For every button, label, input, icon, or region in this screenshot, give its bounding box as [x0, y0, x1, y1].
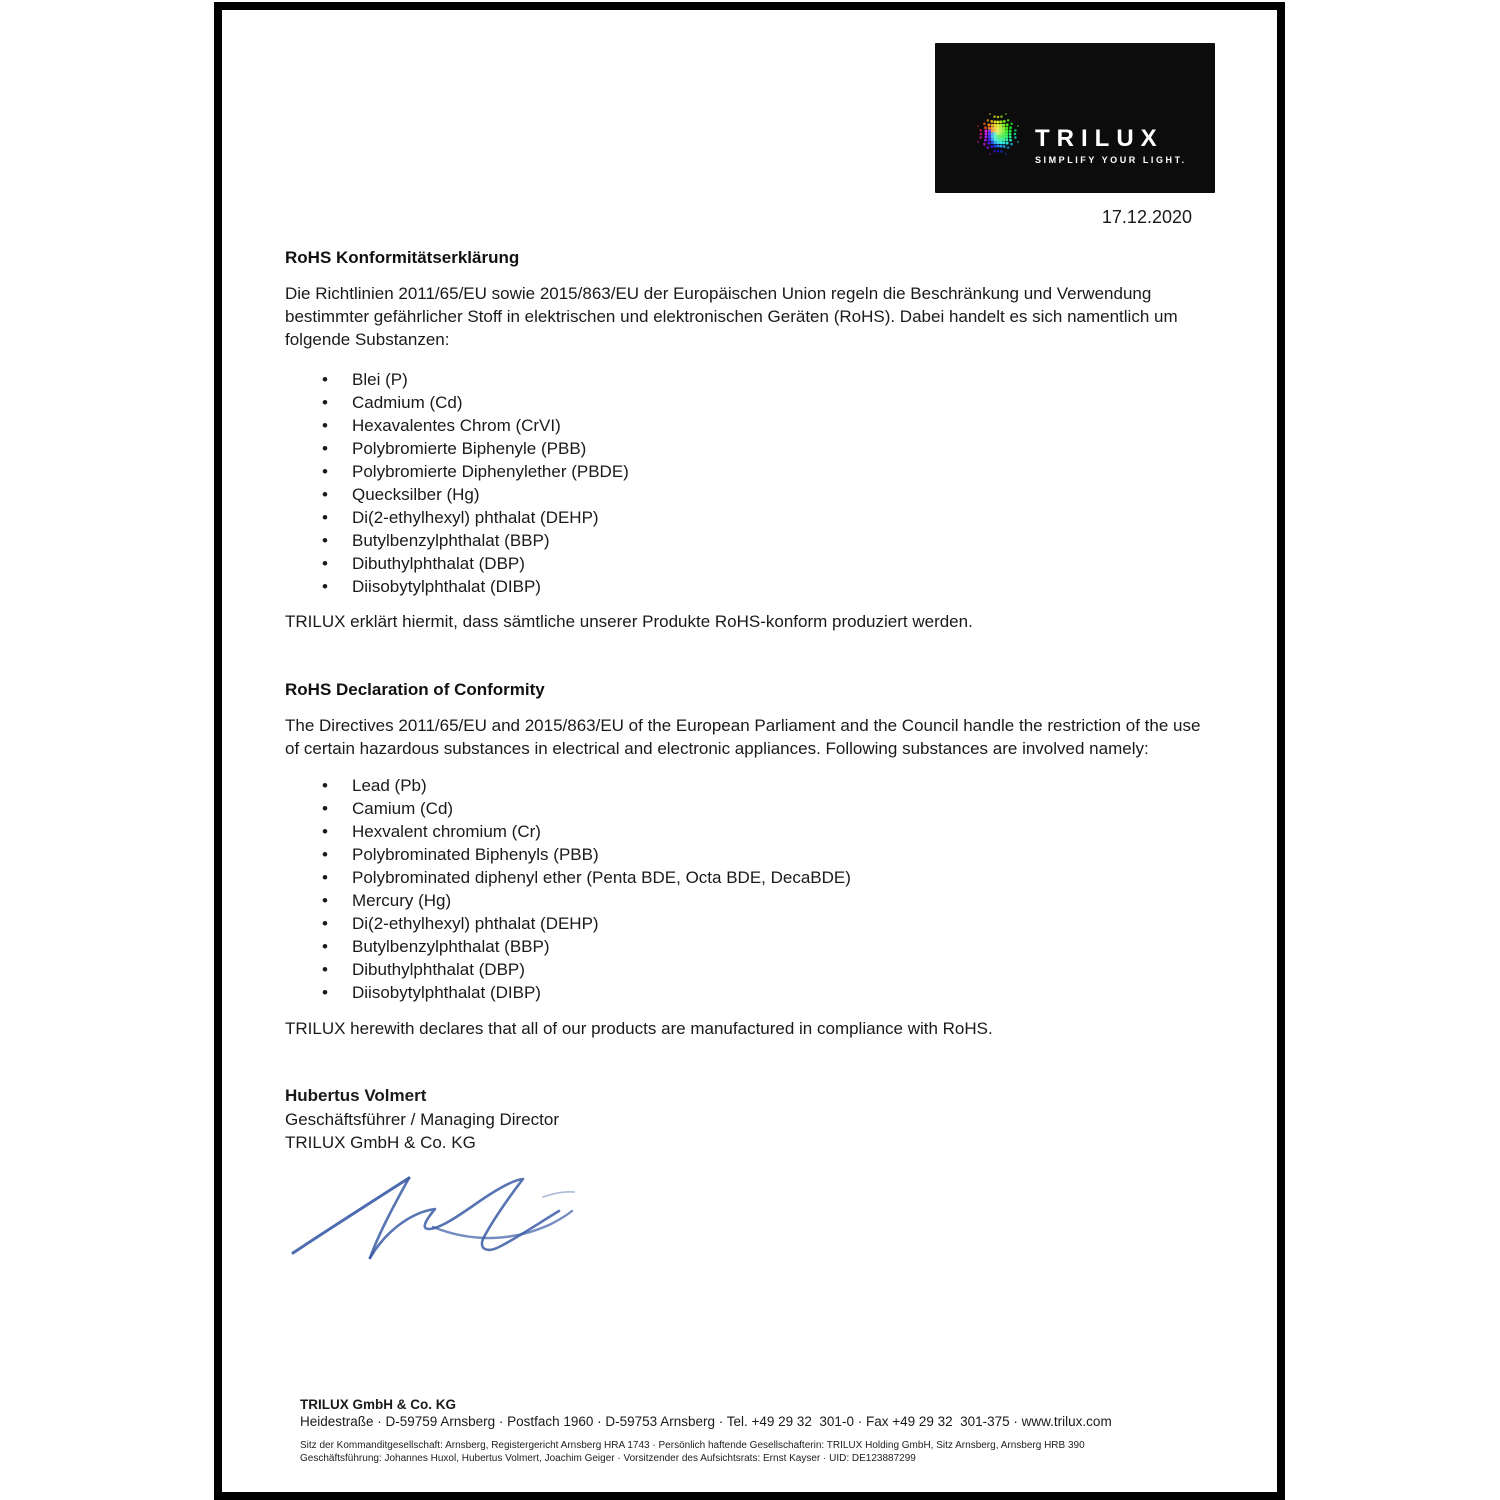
trilux-globe-icon	[973, 109, 1023, 159]
german-substance-list	[285, 368, 1219, 598]
letter-page	[214, 2, 1285, 1500]
substance-item: • Dibuthylphthalat (DBP)	[352, 958, 1219, 981]
logo-brand-text: TRILUX	[1035, 125, 1164, 152]
logo-tagline: SIMPLIFY YOUR LIGHT.	[1035, 155, 1187, 165]
substance-item: • Blei (P)	[352, 368, 1219, 391]
substance-item: • Camium (Cd)	[352, 797, 1219, 820]
signatory-title: Geschäftsführer / Managing Director	[285, 1109, 560, 1129]
substance-item: • Di(2-ethylhexyl) phthalat (DEHP)	[352, 506, 1219, 529]
substance-item: • Quecksilber (Hg)	[352, 483, 1219, 506]
footer-company-name: TRILUX GmbH & Co. KG	[300, 1397, 456, 1412]
footer-legal-line-2: Geschäftsführung: Johannes Huxol, Hubertus Volmert, Joachim Geiger · Vorsitzender des Aufsichtsrats: Ernst Kayser · UID: DE123887299	[300, 1452, 916, 1464]
substance-item: • Diisobytylphthalat (DIBP)	[352, 575, 1219, 598]
footer-address-line: Heidestraße · D-59759 Arnsberg · Postfach 1960 · D-59753 Arnsberg · Tel. +49 29 32 301-0 · Fax +49 29 32 301-375 · www.trilux.com	[300, 1414, 1112, 1429]
substance-item: • Polybromierte Biphenyle (PBB)	[352, 437, 1219, 460]
logo-wordmark	[1035, 127, 1187, 165]
trilux-logo	[935, 43, 1215, 193]
substance-item: • Di(2-ethylhexyl) phthalat (DEHP)	[352, 912, 1219, 935]
english-substance-list	[285, 774, 1219, 1004]
footer-legal-line-1: Sitz der Kommanditgesellschaft: Arnsberg, Registergericht Arnsberg HRA 1743 · Persönlich haftende Gesellschafterin: TRILUX Holding GmbH, Sitz Arnsberg, Arnsberg HRB 390	[300, 1440, 1085, 1451]
signatory-name: Hubertus Volmert	[285, 1086, 427, 1105]
handwritten-signature	[287, 1167, 577, 1267]
substance-item: • Polybrominated Biphenyls (PBB)	[352, 843, 1219, 866]
substance-item: • Butylbenzylphthalat (BBP)	[352, 529, 1219, 552]
letter-footer	[300, 1396, 1200, 1465]
substance-item: • Mercury (Hg)	[352, 889, 1219, 912]
footer-legal-block	[300, 1440, 1200, 1465]
letter-content	[222, 43, 1277, 1267]
substance-item: • Hexavalentes Chrom (CrVI)	[352, 414, 1219, 437]
substance-item: • Polybromierte Diphenylether (PBDE)	[352, 460, 1219, 483]
german-heading: RoHS Konformitätserklärung	[285, 248, 520, 267]
german-intro: Die Richtlinien 2011/65/EU sowie 2015/863/EU der Europäischen Union regeln die Beschränkung und Verwendung bestimmter gefährlicher Stoff in elektrischen und elektronischen Geräten (RoHS). Dabei handelt es sich namentlich um folgende Substanzen:	[285, 284, 1178, 349]
document-date: 17.12.2020	[1101, 207, 1192, 227]
substance-item: • Polybrominated diphenyl ether (Penta BDE, Octa BDE, DecaBDE)	[352, 866, 1219, 889]
signatory-company: TRILUX GmbH & Co. KG	[285, 1133, 476, 1152]
substance-item: • Dibuthylphthalat (DBP)	[352, 552, 1219, 575]
english-heading: RoHS Declaration of Conformity	[285, 680, 545, 699]
english-intro: The Directives 2011/65/EU and 2015/863/EU of the European Parliament and the Council handle the restriction of the use of certain hazardous substances in electrical and electronic appliances. Following substances are involved namely:	[285, 716, 1201, 758]
substance-item: • Cadmium (Cd)	[352, 391, 1219, 414]
substance-item: • Diisobytylphthalat (DIBP)	[352, 981, 1219, 1004]
substance-item: • Hexvalent chromium (Cr)	[352, 820, 1219, 843]
substance-item: • Butylbenzylphthalat (BBP)	[352, 935, 1219, 958]
substance-item: • Lead (Pb)	[352, 774, 1219, 797]
english-closing: TRILUX herewith declares that all of our products are manufactured in compliance with RoHS.	[285, 1019, 993, 1038]
german-closing: TRILUX erklärt hiermit, dass sämtliche unserer Produkte RoHS-konform produziert werden.	[285, 612, 973, 631]
